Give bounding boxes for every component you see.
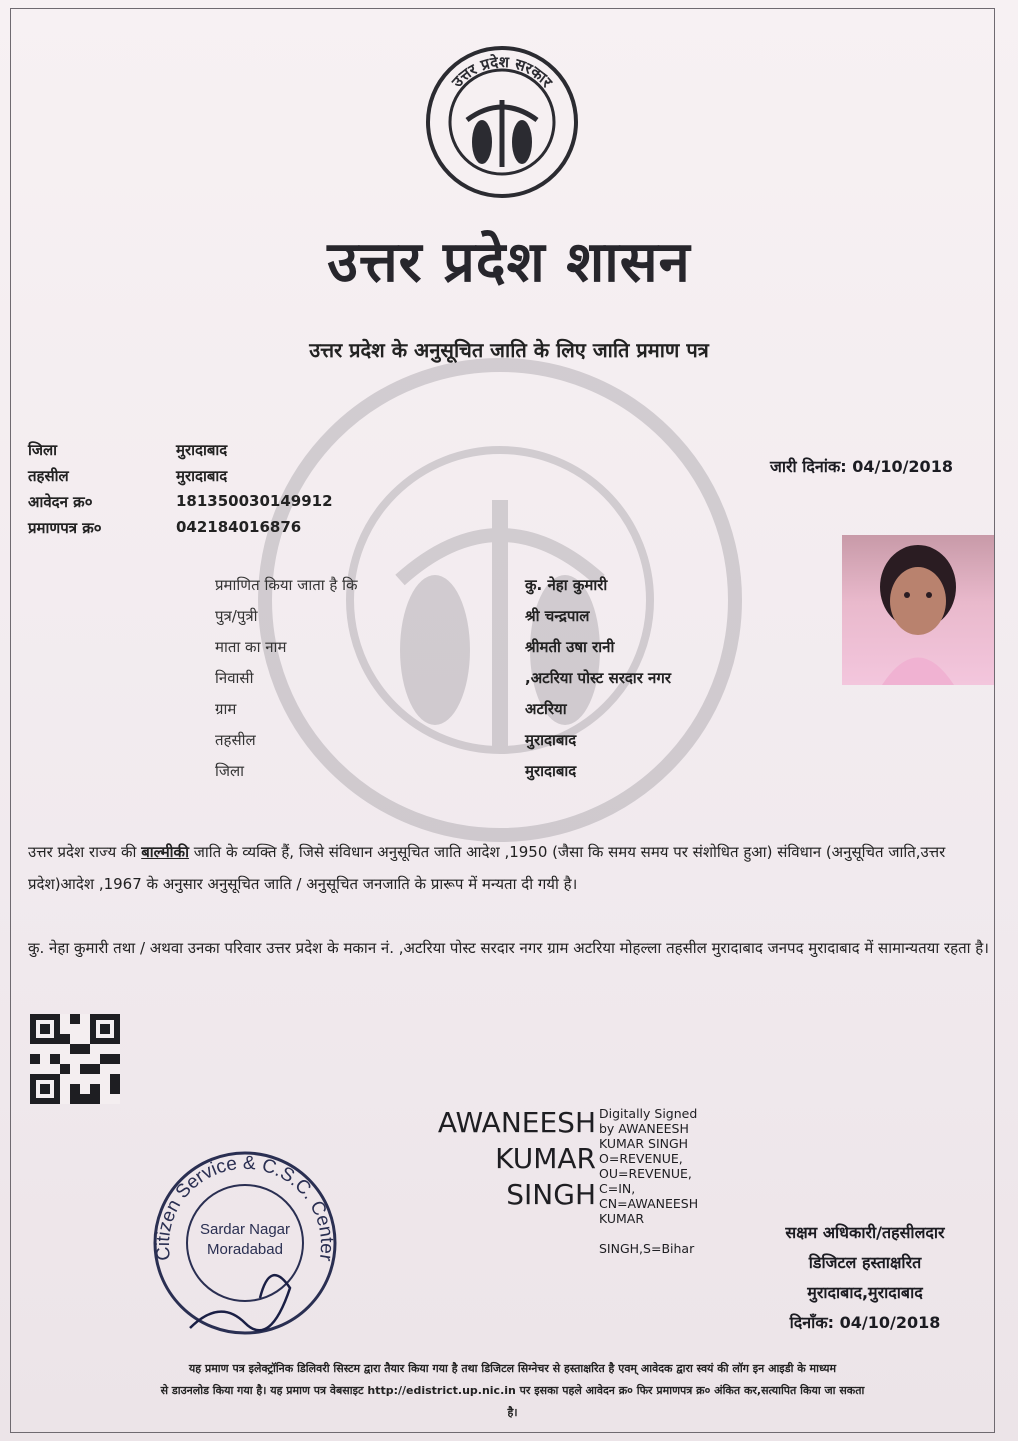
footer-note (30, 1358, 995, 1424)
footer-line-3: है। (507, 1406, 518, 1419)
up-government-emblem (422, 42, 582, 202)
signer-name-line-2: KUMAR (495, 1142, 596, 1175)
meta-value-application-no: 181350030149912 (176, 492, 333, 510)
detail-label-child-of: पुत्र/पुत्री (215, 607, 258, 625)
officer-place: मुरादाबाद,मुरादाबाद (807, 1283, 923, 1302)
issue-date (770, 455, 953, 477)
sig-meta-line: CN=AWANEESH (599, 1196, 699, 1211)
sig-meta-line: OU=REVENUE, (599, 1166, 692, 1181)
sig-meta-line: C=IN, (599, 1181, 636, 1196)
officer-title: सक्षम अधिकारी/तहसीलदार (785, 1223, 945, 1242)
body-text-pre: उत्तर प्रदेश राज्य की (28, 843, 142, 861)
stamp-ring-text: Citizen Service & C.S.C. Center (152, 1152, 338, 1263)
stamp-line-2: Moradabad (207, 1241, 283, 1258)
issue-date-value: 04/10/2018 (852, 457, 953, 476)
sig-meta-line (599, 1226, 698, 1241)
detail-value-district: मुरादाबाद (525, 762, 577, 780)
qr-code-icon (30, 1014, 120, 1104)
detail-label-resident: निवासी (215, 669, 254, 687)
sig-meta-line: by AWANEESH (599, 1121, 689, 1136)
csc-stamp (150, 1148, 340, 1338)
meta-value-certificate-no: 042184016876 (176, 518, 302, 536)
page-title: उत्तर प्रदेश शासन (327, 229, 691, 295)
sig-meta-line: KUMAR SINGH (599, 1136, 689, 1151)
certificate-subtitle: उत्तर प्रदेश के अनुसूचित जाति के लिए जाति प्रमाण पत्र (309, 338, 709, 362)
meta-label-tehsil: तहसील (28, 467, 69, 485)
officer-date-label: दिनाँक: (789, 1313, 835, 1332)
certificate-body-paragraph (28, 836, 993, 900)
detail-value-tehsil: मुरादाबाद (525, 731, 577, 749)
body-text-post: जाति के व्यक्ति हैं, जिसे संविधान अनुसूचित जाति आदेश ,1950 (जैसा कि समय समय पर संशोधित हुआ) संविधान (अनुसूचित जाति,उत्तर प्रदेश)आदेश ,1967 के अनुसार अनुसूचित जाति / अनुसूचित जनजाति के प्रारूप में मन्यता दी गयी है। (28, 843, 946, 893)
detail-value-father: श्री चन्द्रपाल (525, 607, 590, 625)
officer-sign-type: डिजिटल हस्ताक्षरित (808, 1253, 922, 1272)
detail-label-district: जिला (215, 762, 245, 780)
officer-block (740, 1218, 990, 1338)
detail-label-tehsil: तहसील (215, 731, 256, 749)
stamp-line-1: Sardar Nagar (199, 1221, 291, 1238)
signer-name-line-3: SINGH (506, 1178, 596, 1211)
detail-label-mother: माता का नाम (215, 638, 287, 656)
portrait-icon (842, 535, 994, 685)
sig-meta-line: Digitally Signed (599, 1106, 698, 1121)
detail-value-mother: श्रीमती उषा रानी (525, 638, 615, 656)
detail-value-resident: ,अटरिया पोस्ट सरदार नगर (525, 669, 671, 687)
detail-label-village: ग्राम (215, 700, 237, 718)
footer-line-1: यह प्रमाण पत्र इलेक्ट्रॉनिक डिलिवरी सिस्टम द्वारा तैयार किया गया है तथा डिजिटल सिग्नेचर से हस्ताक्षरित है एवम् आवेदक द्वारा स्वयं की लॉग इन आइडी के माध्यम (188, 1362, 837, 1375)
meta-label-certificate-no: प्रमाणपत्र क्र० (28, 519, 102, 537)
signer-name-line-1: AWANEESH (437, 1106, 596, 1139)
meta-value-district: मुरादाबाद (176, 441, 228, 459)
detail-value-village: अटरिया (525, 700, 567, 718)
detail-label-certified: प्रमाणित किया जाता है कि (215, 576, 358, 594)
sig-meta-line: SINGH,S=Bihar (599, 1241, 695, 1256)
meta-label-district: जिला (28, 441, 58, 459)
caste-name: बाल्मीकी (141, 843, 189, 861)
officer-date (740, 1308, 990, 1338)
digital-signature-details (599, 1106, 698, 1256)
detail-value-name: कु. नेहा कुमारी (525, 576, 608, 594)
officer-date-value: 04/10/2018 (839, 1313, 941, 1332)
applicant-photo (842, 535, 994, 685)
meta-value-tehsil: मुरादाबाद (176, 467, 228, 485)
sig-meta-line: O=REVENUE, (599, 1151, 683, 1166)
issue-date-label: जारी दिनांक: (770, 457, 847, 476)
svg-text:उत्तर प्रदेश सरकार: उत्तर प्रदेश सरकार (448, 52, 556, 91)
watermark-emblem (250, 350, 750, 850)
residence-paragraph: कु. नेहा कुमारी तथा / अथवा उनका परिवार उत्तर प्रदेश के मकान नं. ,अटरिया पोस्ट सरदार नगर ग्राम अटरिया मोहल्ला तहसील मुरादाबाद जनपद मुरादाबाद में सामान्यतया रहता है। (28, 939, 989, 957)
footer-line-2: से डाउनलोड किया गया है। यह प्रमाण पत्र वेबसाइट http://edistrict.up.nic.in पर इसका पहले आवेदन क्र० फिर प्रमाणपत्र क्र० अंकित कर,सत्यापित किया जा सकता (160, 1384, 865, 1397)
meta-label-application-no: आवेदन क्र० (28, 493, 93, 511)
sig-meta-line: KUMAR (599, 1211, 645, 1226)
